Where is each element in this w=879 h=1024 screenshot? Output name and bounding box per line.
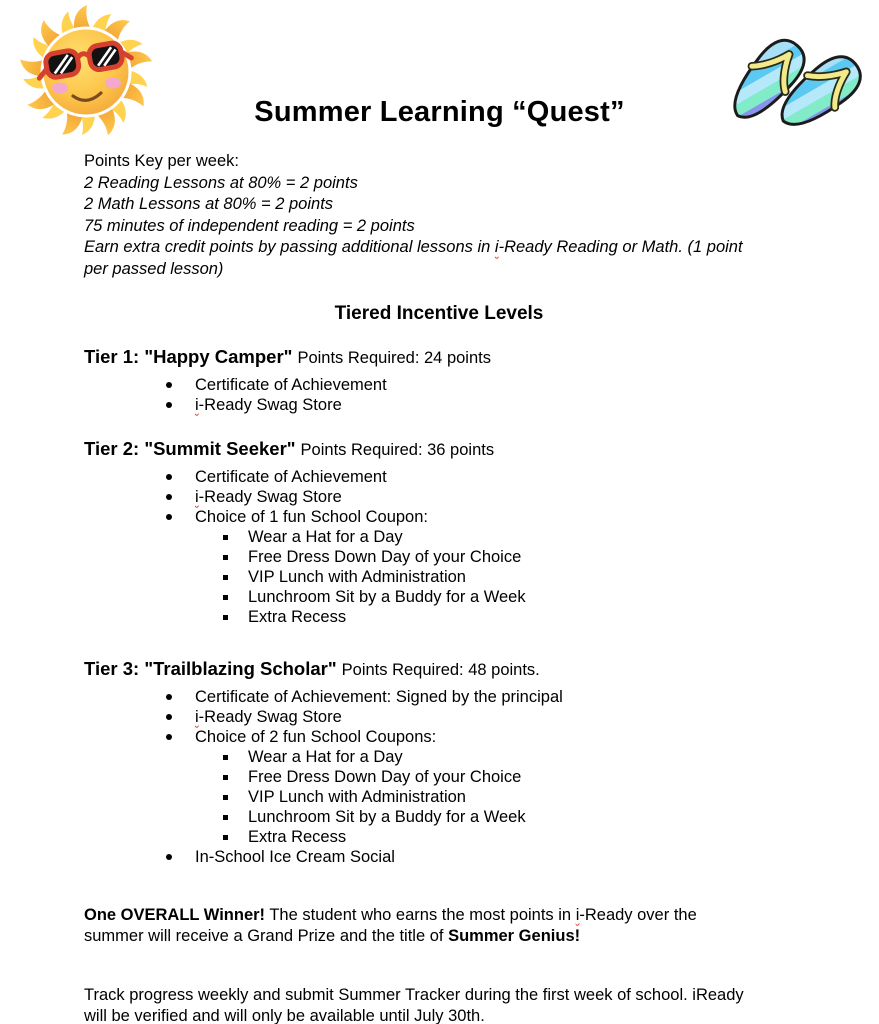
list-item [84,707,794,727]
coupon-text: VIP Lunch with Administration [248,567,466,586]
tier-1-section [84,345,794,415]
tier-2-heading [84,437,794,462]
tier-1-name: Tier 1: "Happy Camper" [84,345,293,367]
coupon-text: Extra Recess [248,827,347,846]
misspelled-i: i [494,238,499,257]
misspelled-i: i [195,707,199,726]
list-item [84,467,794,487]
flip-flops-icon [718,20,868,150]
list-item [84,487,794,507]
points-key-line-extra-credit-wrap: per passed lesson) [84,259,224,278]
coupon-text: Free Dress Down Day of your Choice [248,547,522,566]
tiered-levels-heading: Tiered Incentive Levels [334,302,544,324]
overall-winner-text-wrap: summer will receive a Grand Prize and the title of [84,927,449,946]
tracker-note-line-1: Track progress weekly and submit Summer Tracker during the first week of school. iReady [84,985,744,1004]
misspelled-i: i [575,905,580,924]
tier-3-name: Tier 3: "Trailblazing Scholar" [84,657,337,679]
tier-2-bullets [84,467,794,627]
coupon-text: Wear a Hat for a Day [248,527,403,546]
bullet-text: Certificate of Achievement: Signed by the principal [195,687,563,706]
points-key-line-reading: 2 Reading Lessons at 80% = 2 points [84,173,358,192]
overall-winner-text: The student who earns the most points in [265,905,576,924]
sun-icon [8,2,168,142]
bullet-text: Choice of 2 fun School Coupons: [195,727,437,746]
sub-list-item [195,807,794,827]
tracker-note-line-2: will be verified and will only be available until July 30th. [84,1007,485,1024]
list-item [84,375,794,395]
points-key-heading: Points Key per week: [84,152,239,170]
tier-2-name: Tier 2: "Summit Seeker" [84,437,296,459]
sub-list-item [195,607,794,627]
bullet-text: -Ready Swag Store [198,487,342,506]
sub-list-item [195,567,794,587]
points-key-section [84,151,794,281]
coupon-text: Lunchroom Sit by a Buddy for a Week [248,587,526,606]
tier-1-bullets [84,375,794,415]
coupon-text: VIP Lunch with Administration [248,787,466,806]
sub-list-item [195,767,794,787]
points-key-line-math: 2 Math Lessons at 80% = 2 points [84,195,334,214]
coupon-text: Free Dress Down Day of your Choice [248,767,522,786]
bullet-text: In-School Ice Cream Social [195,847,395,866]
tier-1-heading [84,345,794,370]
sub-list-item [195,787,794,807]
coupon-text: Wear a Hat for a Day [248,747,403,766]
bullet-text: Certificate of Achievement [195,467,387,486]
tier-2-coupon-options [195,527,794,627]
extra-credit-text: Earn extra credit points by passing additional lessons in [84,238,495,257]
tier-3-section [84,657,794,867]
document-body [0,151,879,1024]
sub-list-item [195,827,794,847]
overall-winner-paragraph [84,905,794,948]
sub-list-item [195,587,794,607]
sub-list-item [195,547,794,567]
overall-winner-label: One OVERALL Winner! [84,905,266,924]
coupon-text: Extra Recess [248,607,347,626]
tier-3-bullets [84,687,794,867]
list-item [84,687,794,707]
bullet-text: -Ready Swag Store [198,395,342,414]
overall-winner-text-cont: -Ready over the [579,905,697,924]
summer-genius-label: Summer Genius! [448,927,581,946]
extra-credit-text-cont: -Ready Reading or Math. (1 point [498,238,743,257]
sub-list-item [195,527,794,547]
bullet-text: Choice of 1 fun School Coupon: [195,507,428,526]
tier-2-section [84,437,794,627]
bullet-text: Certificate of Achievement [195,375,387,394]
points-key-line-independent-reading: 75 minutes of independent reading = 2 points [84,216,415,235]
tier-1-points: Points Required: 24 points [297,348,491,367]
points-key-line-extra-credit [84,237,794,259]
list-item [84,395,794,415]
list-item [84,507,794,627]
list-item [84,847,794,867]
coupon-text: Lunchroom Sit by a Buddy for a Week [248,807,526,826]
tier-3-coupon-options [195,747,794,847]
list-item [84,727,794,847]
tier-2-points: Points Required: 36 points [300,440,495,459]
misspelled-i: i [195,487,199,506]
page-title: Summer Learning “Quest” [254,96,625,128]
tier-3-heading [84,657,794,682]
overall-winner-line-1 [84,905,794,927]
tracker-note-paragraph [84,985,794,1024]
tier-3-points: Points Required: 48 points. [341,660,540,679]
bullet-text: -Ready Swag Store [198,707,342,726]
sub-list-item [195,747,794,767]
misspelled-i: i [195,395,199,414]
overall-winner-line-2 [84,926,794,948]
